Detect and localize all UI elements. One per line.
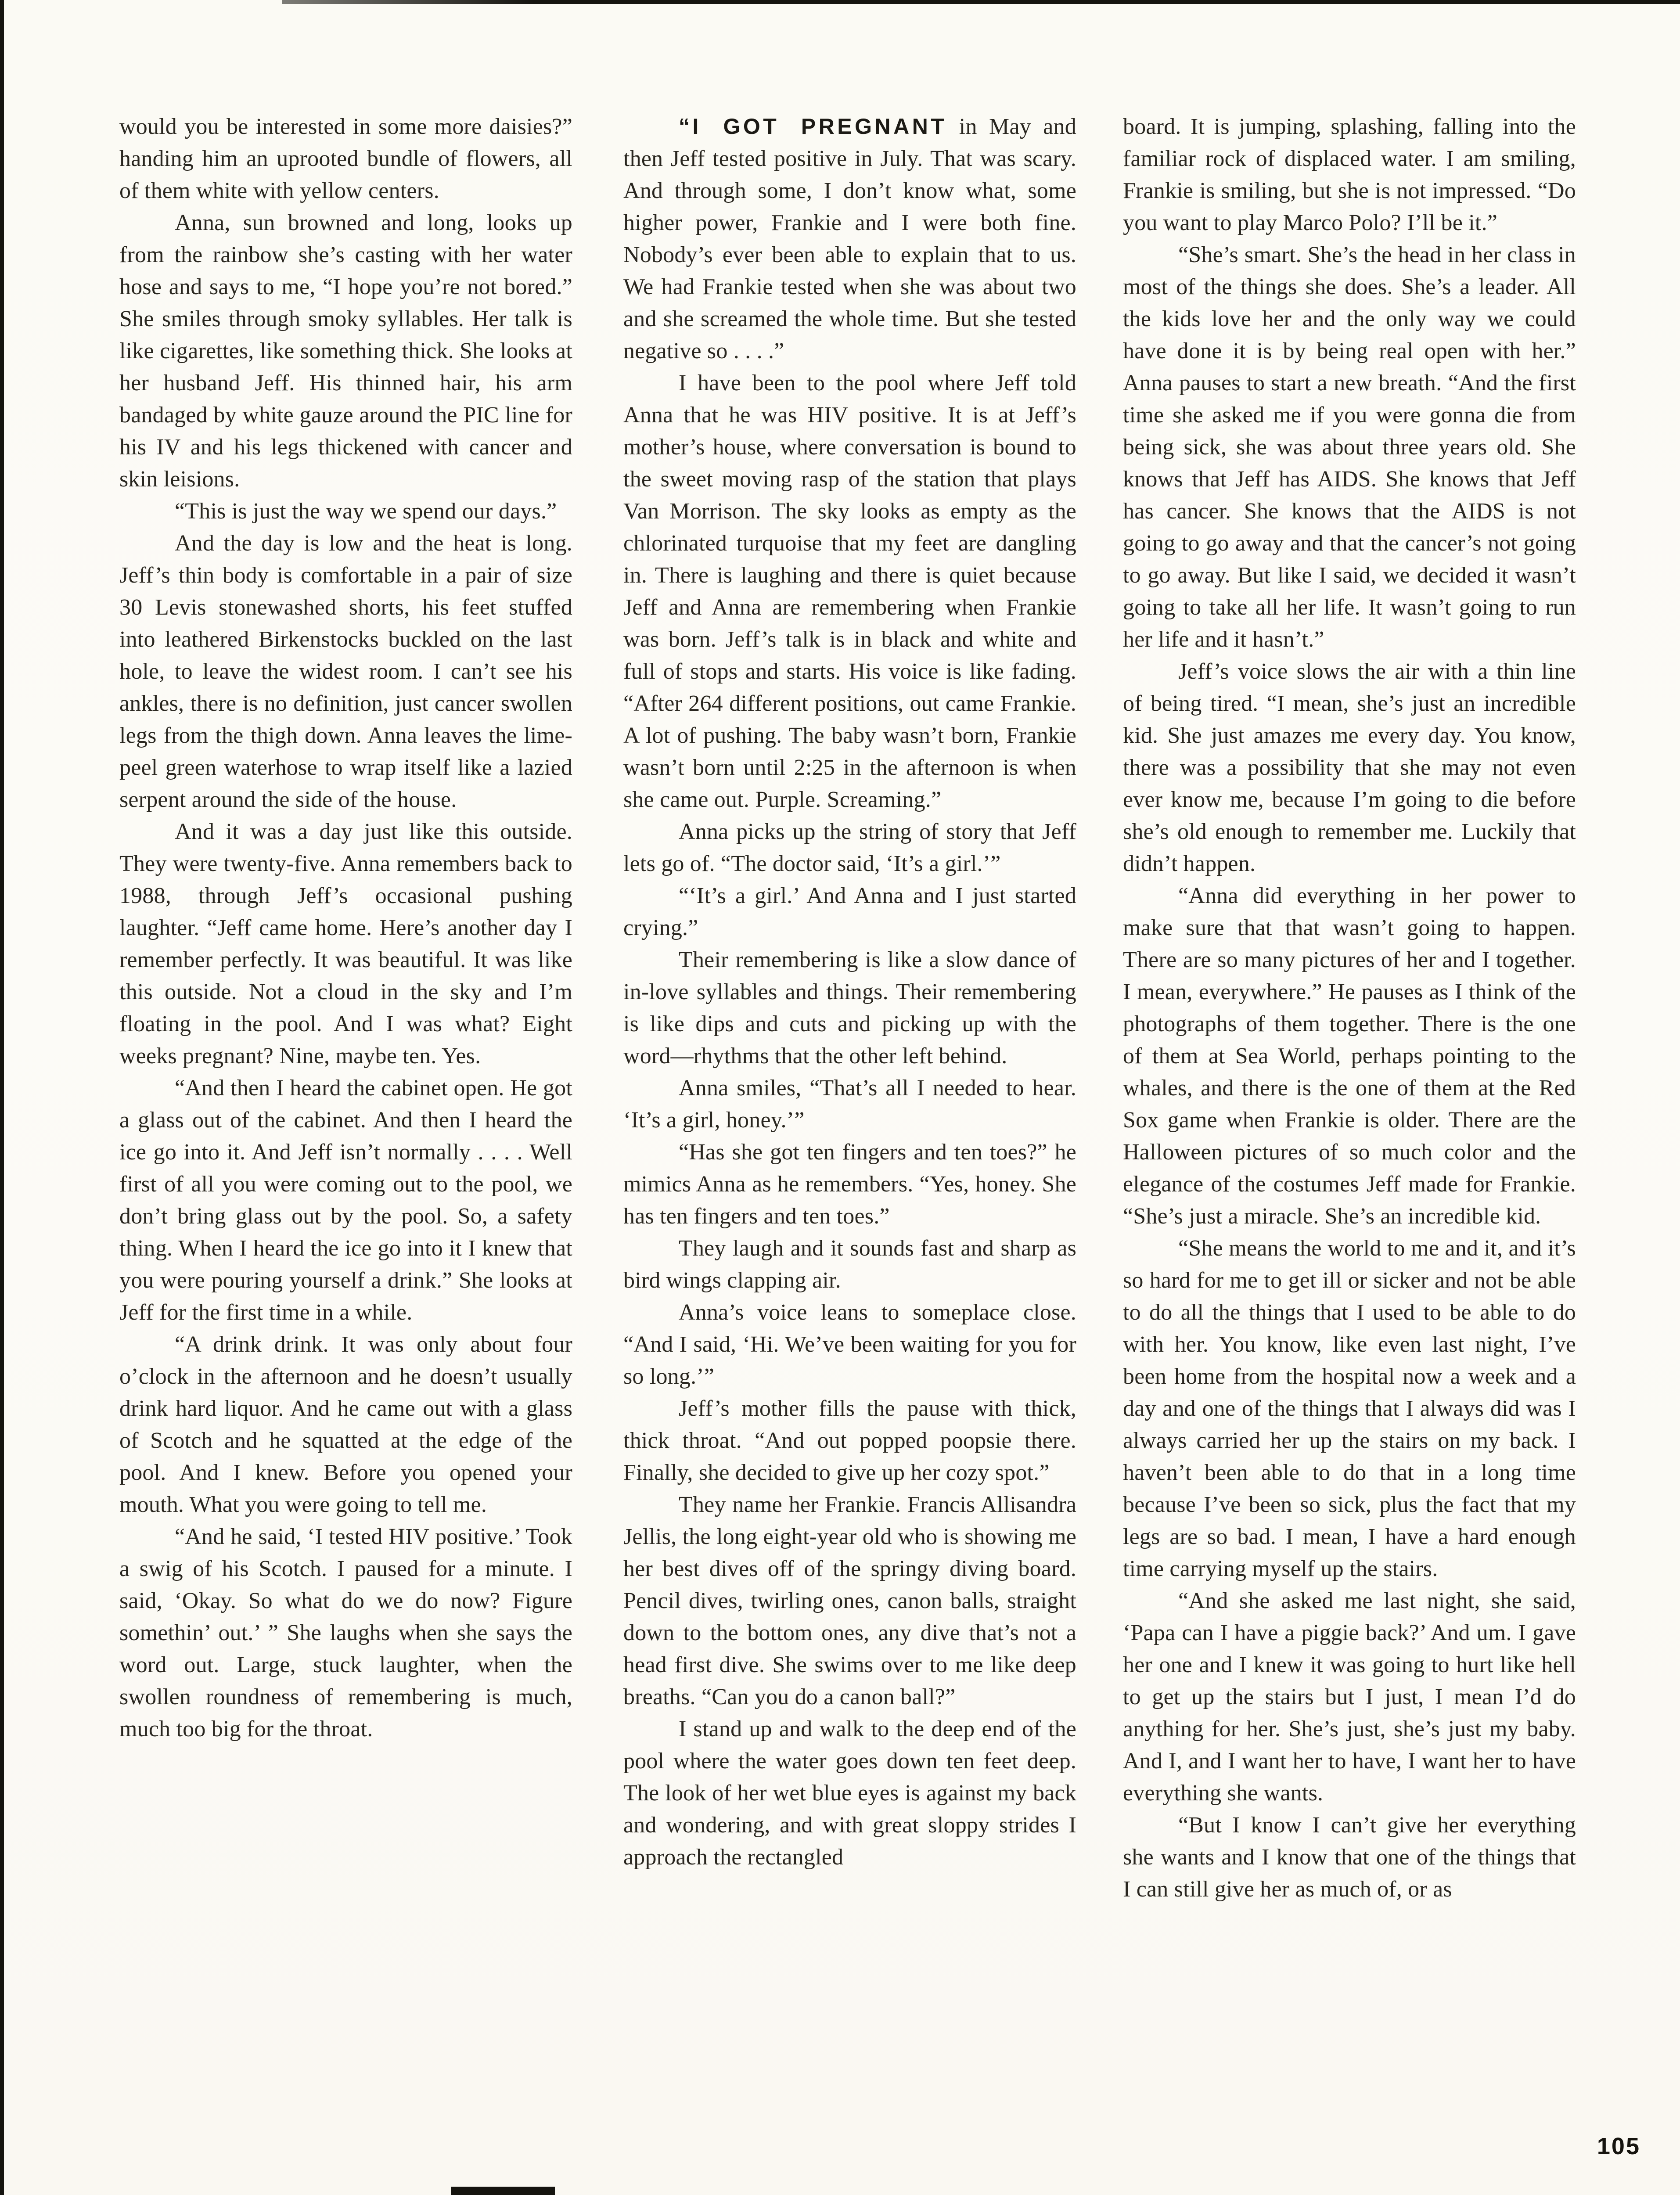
paragraph: They laugh and it sounds fast and sharp as bird wings clapping air. bbox=[623, 1236, 1076, 1293]
column-1 bbox=[119, 111, 572, 1745]
lede-continuation: in May and then Jeff tested positive in July. That was scary. And through some, I don’t know what, some higher power, Frankie and I were both fine. Nobody’s ever been able to explain that to us. We had Frankie tested when she was about two and she screamed the whole time. But she tested negative so . . . .” bbox=[623, 114, 1076, 363]
paragraph: “And then I heard the cabinet open. He got a glass out of the cabinet. And then I heard the ice go into it. And Jeff isn’t normally . . . . Well first of all you were coming out to the pool, we don’t bring glass out by the pool. So, a safety thing. When I heard the ice go into it I knew that you were pouring yourself a drink.” She looks at Jeff for the first time in a while. bbox=[119, 1076, 572, 1325]
scan-edge-top bbox=[282, 0, 1680, 4]
paragraph: “And she asked me last night, she said, ‘Papa can I have a piggie back?’ And um. I gave her one and I knew it was going to hurt like hell to get up the stairs but I just, I mean I’d do anything for her. She’s just, she’s just my baby. And I, and I want her to have, I want her to have everything she wants. bbox=[1123, 1588, 1576, 1806]
paragraph: “Anna did everything in her power to make sure that that wasn’t going to happen. There are so many pictures of her and I together. I mean, everywhere.” He pauses as I think of the photographs of them together. There is the one of them at Sea World, perhaps pointing to the whales, and there is the one of them at the Red Sox game when Frankie is older. There are the Halloween pictures of so much color and the elegance of the costumes Jeff made for Frankie. “She’s just a miracle. She’s an incredible kid. bbox=[1123, 883, 1576, 1229]
paragraph: “She’s smart. She’s the head in her class in most of the things she does. She’s a leader. All the kids love her and the only way we could have done it is by being real open with her.” Anna pauses to start a new breath. “And the first time she asked me if you were gonna die from being sick, she was about three years old. She knows that Jeff has AIDS. She knows that Jeff has cancer. She knows that the AIDS is not going to go away and that the cancer’s not going to go away. But like I said, we decided it wasn’t going to take all her life. It wasn’t going to run her life and it hasn’t.” bbox=[1123, 242, 1576, 652]
paragraph: would you be interested in some more daisies?” handing him an uprooted bundle of flowers, all of them white with yellow centers. bbox=[119, 114, 572, 203]
scan-edge-left bbox=[0, 0, 4, 2195]
paragraph: “She means the world to me and it, and it’s so hard for me to get ill or sicker and not be able to do all the things that I used to be able to do with her. You know, like even last night, I’ve been home from the hospital now a week and a day and one of the things that I always did was I always carried her up the stairs on my back. I haven’t been able to do that in a long time because I’ve been so sick, plus the fact that my legs are so bad. I mean, I have a hard enough time carrying myself up the stairs. bbox=[1123, 1236, 1576, 1581]
paragraph: I have been to the pool where Jeff told Anna that he was HIV positive. It is at Jeff’s mother’s house, where conversation is bound to the sweet moving rasp of the station that plays Van Morrison. The sky looks as empty as the chlorinated turquoise that my feet are dangling in. There is laughing and there is quiet because Jeff and Anna are remembering when Frankie was born. Jeff’s talk is in black and white and full of stops and starts. His voice is like fading. “After 264 different positions, out came Frankie. A lot of pushing. The baby wasn’t born, Frankie wasn’t born until 2:25 in the afternoon is when she came out. Purple. Screaming.” bbox=[623, 371, 1076, 812]
paragraph: “This is just the way we spend our days.” bbox=[175, 499, 557, 524]
lede-paragraph bbox=[623, 111, 1076, 367]
paragraph: They name her Frankie. Francis Allisandra Jellis, the long eight-year old who is showing me her best dives off of the springy diving board. Pencil dives, twirling ones, canon balls, straight down to the bottom ones, any dive that’s not a head first dive. She swims over to me like deep breaths. “Can you do a canon ball?” bbox=[623, 1492, 1076, 1709]
paragraph: board. It is jumping, splashing, falling into the familiar rock of displaced water. I am smiling, Frankie is smiling, but she is not impressed. “Do you want to play Marco Polo? I’ll be it.” bbox=[1123, 114, 1576, 235]
article-body bbox=[119, 111, 1576, 1905]
paragraph: Anna’s voice leans to someplace close. “And I said, ‘Hi. We’ve been waiting for you for so long.’” bbox=[623, 1300, 1076, 1389]
column-2 bbox=[623, 111, 1076, 1873]
paragraph: “Has she got ten fingers and ten toes?” he mimics Anna as he remembers. “Yes, honey. She has ten fingers and ten toes.” bbox=[623, 1140, 1076, 1229]
paragraph: Anna, sun browned and long, looks up from the rainbow she’s casting with her water hose and says to me, “I hope you’re not bored.” She smiles through smoky syllables. Her talk is like cigarettes, like something thick. She looks at her husband Jeff. His thinned hair, his arm bandaged by white gauze around the PIC line for his IV and his legs thickened with cancer and skin leisions. bbox=[119, 210, 572, 492]
paragraph: “‘It’s a girl.’ And Anna and I just started crying.” bbox=[623, 883, 1076, 940]
paragraph: And the day is low and the heat is long. Jeff’s thin body is comfortable in a pair of size 30 Levis stonewashed shorts, his feet stuffed into leathered Birkenstocks buckled on the last hole, to leave the widest room. I can’t see his ankles, there is no definition, just cancer swollen legs from the thigh down. Anna leaves the lime-peel green waterhose to wrap itself like a lazied serpent around the side of the house. bbox=[119, 531, 572, 812]
paragraph: “A drink drink. It was only about four o’clock in the afternoon and he doesn’t usually drink hard liquor. And he came out with a glass of Scotch and he squatted at the edge of the pool. And I knew. Before you opened your mouth. What you were going to tell me. bbox=[119, 1332, 572, 1517]
paragraph: Jeff’s mother fills the pause with thick, thick throat. “And out popped poopsie there. Finally, she decided to give up her cozy spot.” bbox=[623, 1396, 1076, 1485]
paragraph: “And he said, ‘I tested HIV positive.’ Took a swig of his Scotch. I paused for a minute. I said, ‘Okay. So what do we do now? Figure somethin’ out.’ ” She laughs when she says the word out. Large, stuck laughter, when the swollen roundness of remembering is much, much too big for the throat. bbox=[119, 1524, 572, 1742]
scan-edge-bottom-tab bbox=[451, 2187, 555, 2195]
column-3 bbox=[1123, 111, 1576, 1905]
paragraph: I stand up and walk to the deep end of the pool where the water goes down ten feet deep. The look of her wet blue eyes is against my back and wondering, and with great sloppy strides I approach the rectangled bbox=[623, 1716, 1076, 1870]
paragraph: Their remembering is like a slow dance of in-love syllables and things. Their remembering is like dips and cuts and picking up with the word—rhythms that the other left behind. bbox=[623, 947, 1076, 1069]
lede-text: “I GOT PREGNANT bbox=[679, 114, 947, 139]
paragraph: Anna smiles, “That’s all I needed to hear. ‘It’s a girl, honey.’” bbox=[623, 1076, 1076, 1133]
page-number: 105 bbox=[1597, 2133, 1640, 2159]
paragraph: And it was a day just like this outside. They were twenty-five. Anna remembers back to 1988, through Jeff’s occasional pushing laughter. “Jeff came home. Here’s another day I remember perfectly. It was beautiful. It was like this outside. Not a cloud in the sky and I’m floating in the pool. And I was what? Eight weeks pregnant? Nine, maybe ten. Yes. bbox=[119, 819, 572, 1069]
paragraph: “But I know I can’t give her everything she wants and I know that one of the things that I can still give her as much of, or as bbox=[1123, 1813, 1576, 1902]
paragraph: Jeff’s voice slows the air with a thin line of being tired. “I mean, she’s just an incredible kid. She just amazes me every day. You know, there was a possibility that she may not even ever know me, because I’m going to die before she’s old enough to remember me. Luckily that didn’t happen. bbox=[1123, 659, 1576, 876]
paragraph: Anna picks up the string of story that Jeff lets go of. “The doctor said, ‘It’s a girl.’” bbox=[623, 819, 1076, 876]
